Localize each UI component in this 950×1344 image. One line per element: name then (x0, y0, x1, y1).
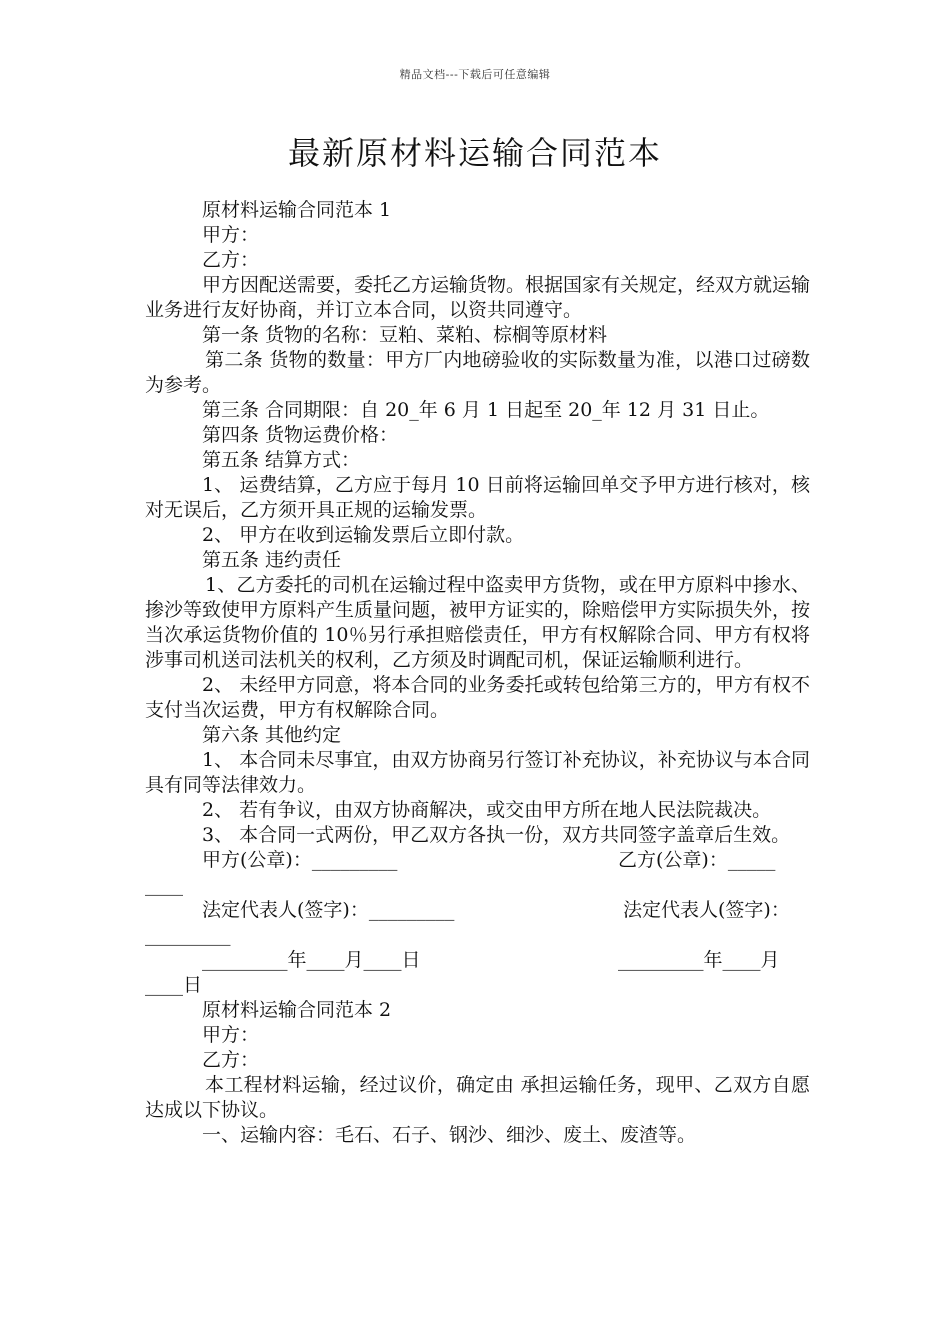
liability-clause-2: 2、 未经甲方同意，将本合同的业务委托或转包给第三方的，甲方有权不支付当次运费，甲方有权解除合同。 (145, 674, 810, 721)
contract2-party-b: 乙方： (202, 1049, 260, 1071)
party-b-representative-line-continued: _________ (145, 924, 231, 946)
party-a-seal-line: 甲方(公章)：_________ (202, 849, 398, 871)
article-4: 第四条 货物运费价格： (202, 424, 399, 446)
party-b-date-line-continued: ____日 (145, 974, 203, 996)
article-5-clause-2: 2、 甲方在收到运输发票后立即付款。 (202, 524, 525, 546)
party-a-representative-line: 法定代表人(签字)：_________ (202, 899, 455, 921)
article-5: 第五条 结算方式： (202, 449, 361, 471)
seal-signature-row (145, 848, 810, 873)
article-6-clause-3: 3、 本合同一式两份，甲乙双方各执一份，双方共同签字盖章后生效。 (202, 824, 791, 846)
article-6-clause-1: 1、 本合同未尽事宜，由双方协商另行签订补充协议，补充协议与本合同具有同等法律效力。 (145, 749, 810, 796)
contract1-intro: 甲方因配送需要，委托乙方运输货物。根据国家有关规定，经双方就运输业务进行友好协商，并订立本合同，以资共同遵守。 (145, 274, 811, 321)
representative-signature-row (145, 898, 810, 923)
article-5-clause-1: 1、 运费结算，乙方应于每月 10 日前将运输回单交予甲方进行核对，核对无误后，乙方须开具正规的运输发票。 (145, 474, 810, 521)
article-2: 第二条 货物的数量：甲方厂内地磅验收的实际数量为准，以港口过磅数为参考。 (145, 349, 810, 396)
document-title: 最新原材料运输合同范本 (287, 134, 662, 172)
party-b-seal-line-continued: ____ (145, 874, 183, 896)
contract1-party-a: 甲方： (202, 224, 260, 246)
party-b-date-line: _________年____月 (618, 949, 780, 971)
header-note: 精品文档---下载后可任意编辑 (399, 68, 551, 81)
party-a-date-line: _________年____月____日 (202, 949, 421, 971)
article-6-clause-2: 2、 若有争议，由双方协商解决，或交由甲方所在地人民法院裁决。 (202, 799, 772, 821)
contract2-item-1: 一、运输内容：毛石、石子、钢沙、细沙、废土、废渣等。 (202, 1124, 697, 1146)
contract2-heading: 原材料运输合同范本 2 (202, 999, 392, 1021)
document-body (145, 198, 810, 1148)
contract2-intro: 本工程材料运输，经过议价，确定由 承担运输任务，现甲、乙双方自愿达成以下协议。 (145, 1074, 810, 1121)
article-5-liability: 第五条 违约责任 (202, 549, 342, 571)
contract1-heading: 原材料运输合同范本 1 (202, 199, 392, 221)
party-b-representative-line: 法定代表人(签字)： (623, 899, 790, 921)
date-row (145, 948, 810, 973)
party-b-seal-line: 乙方(公章)：_____ (618, 849, 776, 871)
contract2-party-a: 甲方： (202, 1024, 260, 1046)
article-1: 第一条 货物的名称：豆粕、菜粕、棕榈等原材料 (202, 324, 608, 346)
article-3: 第三条 合同期限：自 20_年 6 月 1 日起至 20_年 12 月 31 日止。 (202, 399, 770, 421)
contract1-party-b: 乙方： (202, 249, 260, 271)
liability-clause-1: 1、乙方委托的司机在运输过程中盗卖甲方货物，或在甲方原料中掺水、掺沙等致使甲方原料产生质量问题，被甲方证实的，除赔偿甲方实际损失外，按当次承运货物价值的 10％另行承担赔偿责任，甲方有权解除合同、甲方有权将涉事司机送司法机关的权利，乙方须及时调配司机，保证运输顺利进行。 (145, 574, 811, 671)
article-6: 第六条 其他约定 (202, 724, 342, 746)
